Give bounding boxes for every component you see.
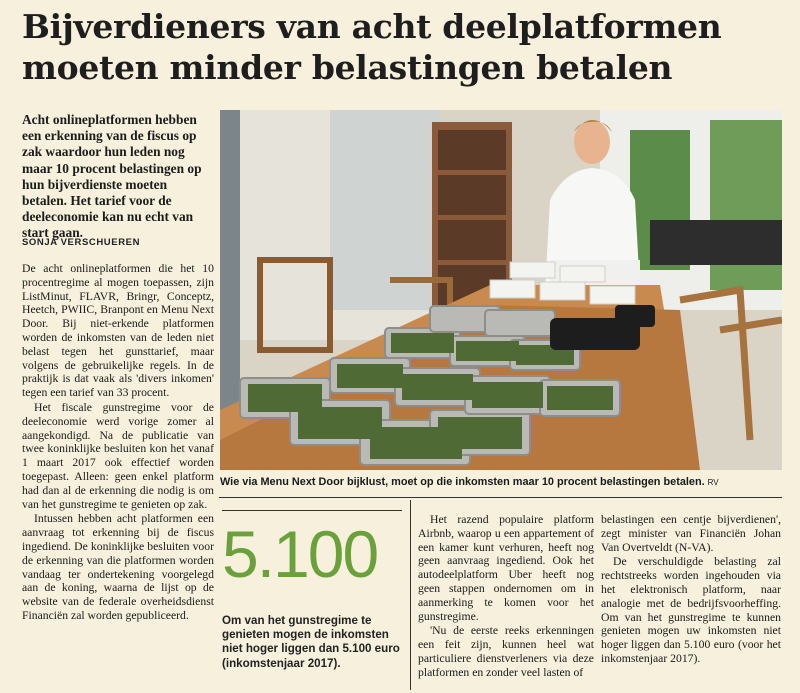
headline-line-1: Bijverdieners van acht deelplatformen [22,7,722,46]
stat-highlight-number: 5.100 [222,517,378,591]
article-photo [220,110,782,470]
headline-line-2: moeten minder belastingen betalen [22,48,673,87]
stat-divider [222,510,402,511]
article-lead: Acht onlineplatformen hebben een erkenning van de fiscus op zak waardoor hun leden nog maar 10 procent belastingen op hun bijverdienste moeten betalen. Het tarief voor de deeleconomie kan nu echt van start gaan. [22,112,202,241]
divider [219,497,782,498]
paragraph: De verschuldigde belasting zal rechtstreeks worden ingehouden via het elektronisch platform, naar analogie met de bedrijfsvoorheffing. Om van het gunstregime te kunnen genieten mogen uw inkomsten niet hoger liggen dan 5.100 euro (voor het inkomstenjaar 2017). [601,555,781,665]
article-body-column-4 [601,513,781,691]
paragraph: Intussen hebben acht platformen een aanvraag tot erkenning bij de fiscus ingediend. De koninklijke besluiten voor de erkenning van die platformen worden vandaag ter ondertekening voorgelegd aan de koning, waarna de lijst op de website van de federale overheidsdienst Financiën zal worden gepubliceerd. [22,512,214,622]
photo-illustration [220,110,782,470]
headline [22,6,782,88]
paragraph: Het fiscale gunstregime voor de deeleconomie werd vorige zomer al aangekondigd. Na de publicatie van twee koninklijke besluiten kon het vanaf 1 maart 2017 ook effectief worden toegepast. Alleen: geen enkel platform had dan al de erkenning die nodig is om van het gunstregime te genieten op zak. [22,400,214,511]
article-body-column-1 [22,262,214,690]
caption-text: Wie via Menu Next Door bijklust, moet op die inkomsten maar 10 procent belastingen betalen. [220,476,705,488]
paragraph: belastingen een centje bijverdienen', zegt minister van Financiën Johan Van Overtveldt (N-VA). [601,513,781,554]
paragraph: De acht onlineplatformen die het 10 procentregime al mogen toepassen, zijn ListMinut, FLAVR, Bringr, Conceptz, Heetch, PWIIC, Branpont en Menu Next Door. Bij niet-erkende platformen worden de inkomsten van de leden niet belast tegen het gunsttarief, maar volgens de gebruikelijke regels. In de praktijk is dat vaak als 'divers inkomen' tegen een tarief van 33 procent. [22,262,214,400]
column-divider [410,500,411,690]
stat-highlight-text: Om van het gunstregime te genieten mogen de inkomsten niet hoger liggen dan 5.100 euro (inkomstenjaar 2017). [222,614,400,670]
photo-credit: RV [707,478,719,487]
article-body-column-3 [418,513,594,691]
paragraph: 'Nu de eerste reeks erkenningen een feit zijn, kunnen heel wat particuliere dienstverleners via deze platformen en zonder veel lasten of [418,624,594,679]
photo-caption [220,476,785,489]
byline: SONJA VERSCHUEREN [22,237,141,248]
paragraph: Het razend populaire platform Airbnb, waarop u een appartement of een kamer kunt verhuren, heeft nog geen aanvraag ingediend. Ook het autodeelplatform Uber heeft nog geen stappen ondernomen om in aanmerking te komen voor het gunstregime. [418,513,594,623]
